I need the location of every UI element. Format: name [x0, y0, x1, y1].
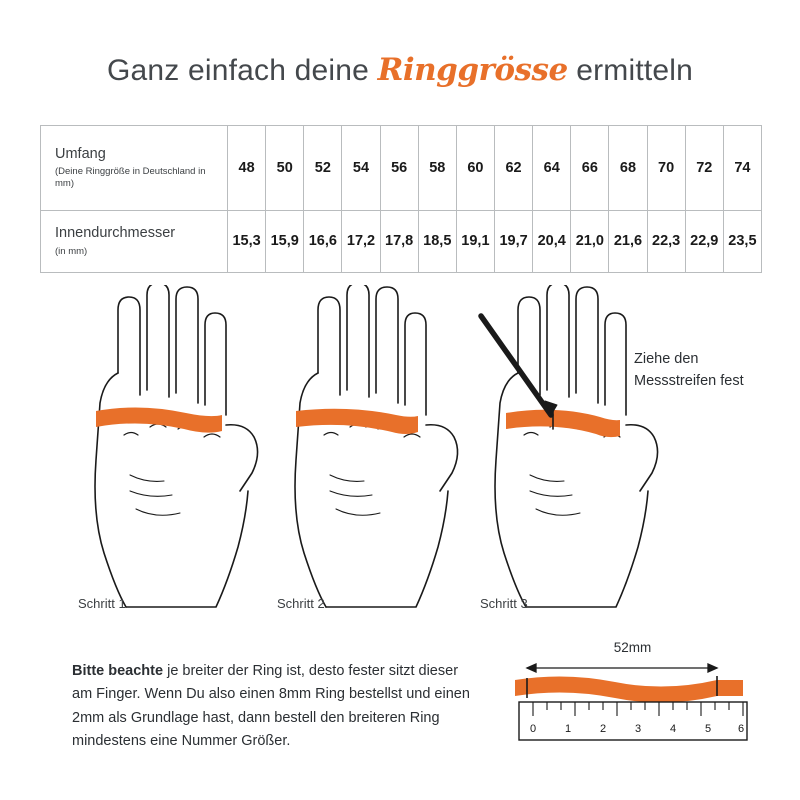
cell-umfang-2: 52 [304, 126, 342, 211]
measure-arrow-icon [527, 664, 717, 672]
ring-size-table [40, 125, 762, 273]
cell-umfang-10: 68 [609, 126, 647, 211]
cell-durchmesser-3: 17,2 [342, 210, 380, 272]
ruler-tick-3: 3 [634, 723, 642, 735]
cell-durchmesser-12: 22,9 [685, 210, 723, 272]
cell-durchmesser-10: 21,6 [609, 210, 647, 272]
table-row [41, 210, 762, 272]
row-header-title: Umfang [55, 145, 106, 162]
hand-illustrations [0, 285, 800, 625]
cell-durchmesser-1: 15,9 [266, 210, 304, 272]
hand-step-1 [95, 285, 258, 607]
row-header-subtitle: (in mm) [55, 245, 88, 257]
cell-umfang-11: 70 [647, 126, 685, 211]
hand-step-2 [295, 285, 458, 607]
cell-durchmesser-7: 19,7 [494, 210, 532, 272]
hand-step-3 [495, 285, 658, 607]
row-header-subtitle: (Deine Ringgröße in Deutschland in mm) [55, 166, 206, 189]
measuring-strip-2 [296, 409, 418, 434]
cell-durchmesser-13: 23,5 [723, 210, 761, 272]
step-label-3: Schritt 3 [480, 596, 528, 611]
cell-umfang-13: 74 [723, 126, 761, 211]
pull-tight-note: Ziehe den Messstreifen fest [634, 351, 744, 389]
cell-umfang-3: 54 [342, 126, 380, 211]
cell-umfang-8: 64 [533, 126, 571, 211]
ruler-tick-1: 1 [564, 723, 572, 735]
cell-umfang-1: 50 [266, 126, 304, 211]
table-row [41, 126, 762, 211]
ruler-body [519, 702, 747, 740]
cell-durchmesser-5: 18,5 [418, 210, 456, 272]
cell-durchmesser-11: 22,3 [647, 210, 685, 272]
ruler-tick-2: 2 [599, 723, 607, 735]
step-label-1: Schritt 1 [78, 596, 126, 611]
page-title [0, 52, 800, 88]
cell-umfang-9: 66 [571, 126, 609, 211]
note-text [72, 660, 472, 754]
measure-label: 52mm [613, 640, 652, 655]
ruler-tick-6: 6 [737, 723, 745, 735]
cell-umfang-5: 58 [418, 126, 456, 211]
row-header-umfang [41, 126, 228, 211]
cell-durchmesser-8: 20,4 [533, 210, 571, 272]
row-header-title: Innendurchmesser [55, 225, 176, 242]
cell-durchmesser-9: 21,0 [571, 210, 609, 272]
pull-arrow-icon [481, 316, 557, 415]
cell-umfang-12: 72 [685, 126, 723, 211]
ruler-tick-4: 4 [669, 723, 677, 735]
cell-umfang-4: 56 [380, 126, 418, 211]
measuring-strip-3 [506, 410, 620, 437]
measuring-strip-1 [96, 407, 222, 432]
ruler-tick-0: 0 [529, 723, 537, 735]
title-accent: Ringgrösse [377, 52, 568, 88]
cell-durchmesser-6: 19,1 [456, 210, 494, 272]
cell-umfang-6: 60 [456, 126, 494, 211]
cell-durchmesser-2: 16,6 [304, 210, 342, 272]
title-after: ermitteln [567, 54, 694, 87]
row-header-innendurchmesser [41, 210, 228, 272]
note-bold: Bitte beachte [72, 663, 164, 679]
measuring-strip-flat [515, 676, 743, 702]
ruler-tick-5: 5 [704, 723, 712, 735]
note-rest: je breiter der Ring ist, desto fester sitzt dieser am Finger. Wenn Du also einen 8mm Ring bestellst und einen 2mm als Grundlage hast, dann bestell den breiteren Ring mindestens eine Nummer Größer. [72, 663, 470, 750]
cell-umfang-0: 48 [228, 126, 266, 211]
step-label-2: Schritt 2 [277, 596, 325, 611]
title-before: Ganz einfach deine [106, 54, 378, 87]
cell-durchmesser-4: 17,8 [380, 210, 418, 272]
cell-umfang-7: 62 [494, 126, 532, 211]
ruler-illustration [505, 640, 760, 745]
cell-durchmesser-0: 15,3 [228, 210, 266, 272]
